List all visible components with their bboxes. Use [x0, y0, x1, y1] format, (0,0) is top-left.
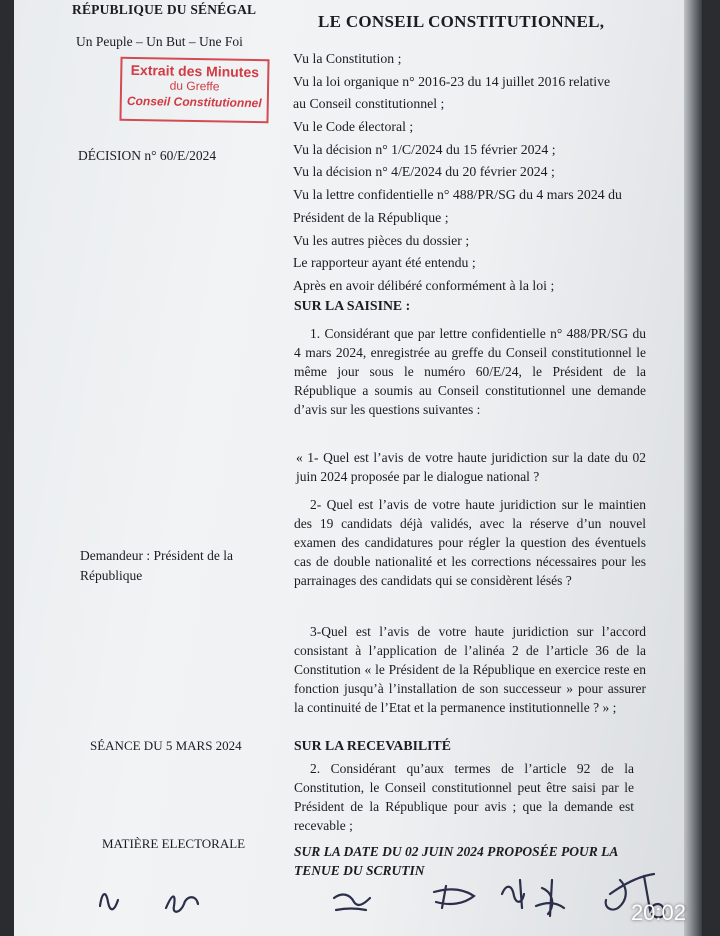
republic-heading: RÉPUBLIQUE DU SÉNÉGAL — [72, 2, 257, 17]
stamp-line-1: Extrait des Minutes — [130, 61, 260, 81]
greffe-stamp — [119, 57, 269, 124]
visa-line: Vu la décision n° 4/E/2024 du 20 février 2024 ; — [293, 164, 555, 180]
question-3: 3-Quel est l’avis de votre haute juridiction sur l’accord consistant à l’application de l’alinéa 2 de l’article 36 de la Constitution « le Président de la République en exercice reste en fonction jusqu’à l’installation de son successeur » pour assurer la continuité de l’Etat et la permanence institutionnelle ? » ; — [294, 624, 646, 715]
paragraph-2: 2. Considérant qu’aux termes de l’article 92 de la Constitution, le Conseil constitutionnel peut être saisi par le Président de la République pour avis ; que la demande est recevable ; — [294, 761, 634, 833]
visa-line: Vu la loi organique n° 2016-23 du 14 juillet 2016 relative — [293, 73, 611, 89]
visa-line: Vu la décision n° 1/C/2024 du 15 février 2024 ; — [293, 141, 556, 157]
visa-line: au Conseil constitutionnel ; — [293, 96, 445, 112]
date-heading: SUR LA DATE DU 02 JUIN 2024 PROPOSÉE POUR LA TENUE DU SCRUTIN — [294, 844, 618, 878]
council-title: LE CONSEIL CONSTITUTIONNEL, — [318, 12, 605, 31]
question-2: 2- Quel est l’avis de votre haute juridiction sur le maintien des 19 candidats déjà validés, avec la réserve d’un nouvel examen des candidatures pour régler la question des éventuels cas de double nationalité et les corrections nécessaires pour les parrainages des candidats qui se considèrent lésés ? — [294, 497, 646, 588]
screen-edge — [684, 0, 702, 936]
visa-line: Président de la République ; — [293, 209, 449, 225]
decision-number: DÉCISION n° 60/E/2024 — [78, 148, 217, 163]
demandeur-label: Demandeur : Président de la République — [80, 548, 233, 583]
matiere-label: MATIÈRE ELECTORALE — [102, 836, 246, 851]
document-page — [14, 0, 702, 936]
stamp-line-3: Conseil Constitutionnel — [126, 93, 262, 111]
recevabilite-heading: SUR LA RECEVABILITÉ — [294, 738, 451, 753]
question-1: « 1- Quel est l’avis de votre haute juridiction sur la date du 02 juin 2024 proposée par le dialogue national ? — [296, 450, 646, 484]
national-motto: Un Peuple – Un But – Une Foi — [76, 34, 243, 49]
seance-date: SÉANCE DU 5 MARS 2024 — [90, 738, 242, 753]
handwritten-initials — [74, 866, 702, 936]
visa-line: Vu le Code électoral ; — [293, 119, 414, 135]
visa-line: Vu les autres pièces du dossier ; — [293, 232, 470, 248]
visas-list — [293, 48, 685, 298]
visa-line: Le rapporteur ayant été entendu ; — [293, 255, 476, 271]
visa-line: Vu la lettre confidentielle n° 488/PR/SG du 4 mars 2024 du — [293, 187, 622, 203]
visa-line: Vu la Constitution ; — [293, 51, 402, 66]
visa-line: Après en avoir délibéré conformément à la loi ; — [293, 277, 555, 293]
paragraph-1: 1. Considérant que par lettre confidentielle n° 488/PR/SG du 4 mars 2024, enregistrée au greffe du Conseil constitutionnel le même jour sous le numéro 60/E/24, le Président de la République a soumis au Conseil constitutionnel une demande d’avis sur les questions suivantes : — [294, 326, 646, 417]
status-time: 20:02 — [630, 900, 686, 925]
stamp-line-2: du Greffe — [169, 78, 220, 94]
saisine-heading: SUR LA SAISINE : — [294, 298, 411, 313]
